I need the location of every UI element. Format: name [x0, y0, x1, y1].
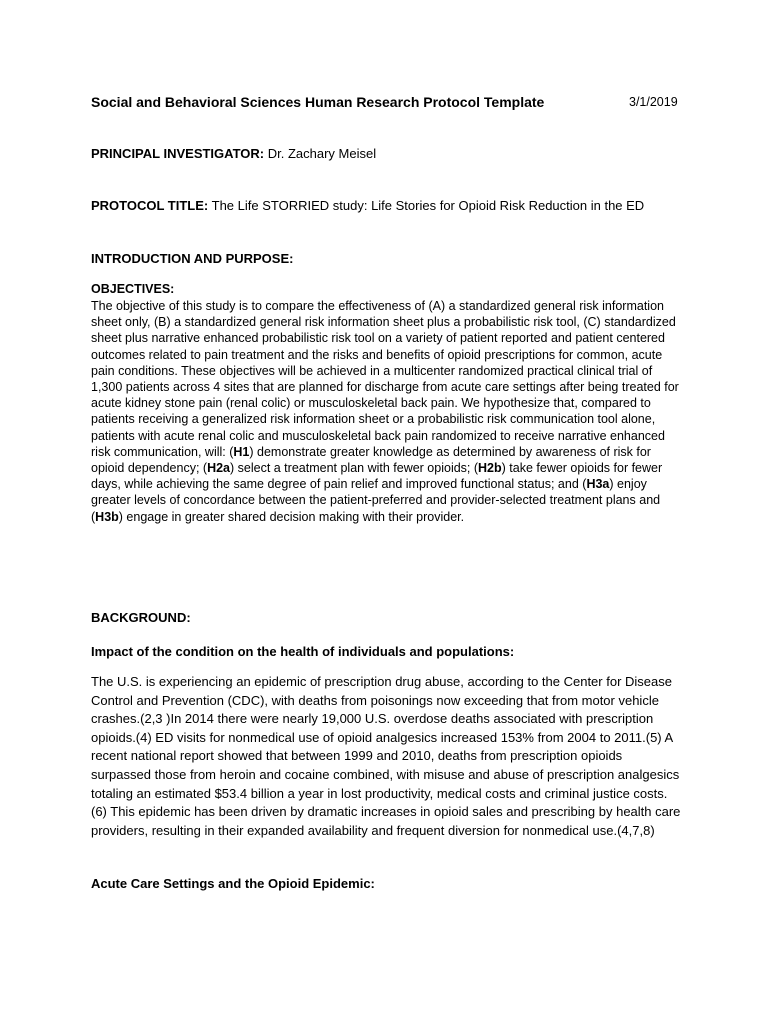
- protocol-title: [91, 196, 671, 216]
- objectives-text-part: ) engage in greater shared decision making with their provider.: [118, 509, 465, 524]
- hypothesis-h3b: H3b: [95, 509, 119, 524]
- objectives-text-part: ) demonstrate greater knowledge as determined by awareness of risk for opioid dependency; (: [91, 444, 651, 476]
- principal-investigator-label: PRINCIPAL INVESTIGATOR:: [91, 146, 265, 161]
- hypothesis-h1: H1: [233, 444, 250, 459]
- hypothesis-h3a: H3a: [586, 477, 610, 492]
- objectives-heading: OBJECTIVES:: [91, 282, 175, 296]
- background-heading: BACKGROUND:: [91, 610, 191, 625]
- introduction-heading: INTRODUCTION AND PURPOSE:: [91, 251, 294, 266]
- document-date: 3/1/2019: [629, 95, 678, 109]
- hypothesis-h2b: H2b: [478, 461, 502, 476]
- impact-heading: Impact of the condition on the health of individuals and populations:: [91, 644, 515, 659]
- acute-care-heading: Acute Care Settings and the Opioid Epidemic:: [91, 876, 375, 891]
- principal-investigator-value: Dr. Zachary Meisel: [267, 146, 377, 161]
- impact-paragraph: The U.S. is experiencing an epidemic of prescription drug abuse, according to the Center for Disease Control and Prevention (CDC), with deaths from poisonings now exceeding that from motor vehicle crashes.(2,3 )In 2014 there were nearly 19,000 U.S. overdose deaths associated with prescription opioids.(4) ED visits for nonmedical use of opioid analgesics increased 153% from 2004 to 2011.(5) A recent national report showed that between 1999 and 2010, deaths from prescription opioids surpassed those from heroin and cocaine combined, with misuse and abuse of prescription analgesics totaling an estimated $53.4 billion a year in lost productivity, medical costs and criminal justice costs.(6) This epidemic has been driven by dramatic increases in opioid sales and prescribing by health care providers, resulting in their expanded availability and frequent diversion for nonmedical use.(4,7,8): [91, 674, 681, 838]
- objectives-text-part: ) enjoy greater levels of concordance between the patient-preferred and provider-selected treatment plans and (: [91, 477, 661, 524]
- protocol-title-label: PROTOCOL TITLE:: [91, 198, 209, 213]
- objectives-text-part: ) take fewer opioids for fewer days, while achieving the same degree of pain relief and improved functional status; and (: [91, 461, 663, 492]
- protocol-title-value: The Life STORRIED study: Life Stories for Opioid Risk Reduction in the ED: [211, 198, 645, 213]
- objectives-paragraph: [91, 298, 683, 525]
- hypothesis-h2a: H2a: [207, 461, 230, 476]
- objectives-text-part: ) select a treatment plan with fewer opioids; (: [230, 461, 479, 476]
- objectives-text-part: The objective of this study is to compare the effectiveness of (A) a standardized general risk information sheet only, (B) a standardized general risk information sheet plus a probabilistic risk tool, (C) standardized sheet plus narrative enhanced probabilistic risk tool on a variety of patient reported and patient centered outcomes related to pain treatment and the risks and benefits of opioid prescriptions for common, acute pain conditions. These objectives will be achieved in a multicenter randomized practical clinical trial of 1,300 patients across 4 sites that are planned for discharge from acute care settings after being treated for acute kidney stone pain (renal colic) or musculoskeletal back pain. We hypothesize that, compared to patients receiving a generalized risk information sheet or a probabilistic risk communication tool alone, patients with acute renal colic and musculoskeletal back pain randomized to receive narrative enhanced risk communication, will: (: [91, 299, 679, 459]
- principal-investigator: [91, 146, 376, 161]
- document-title: Social and Behavioral Sciences Human Research Protocol Template: [91, 94, 545, 110]
